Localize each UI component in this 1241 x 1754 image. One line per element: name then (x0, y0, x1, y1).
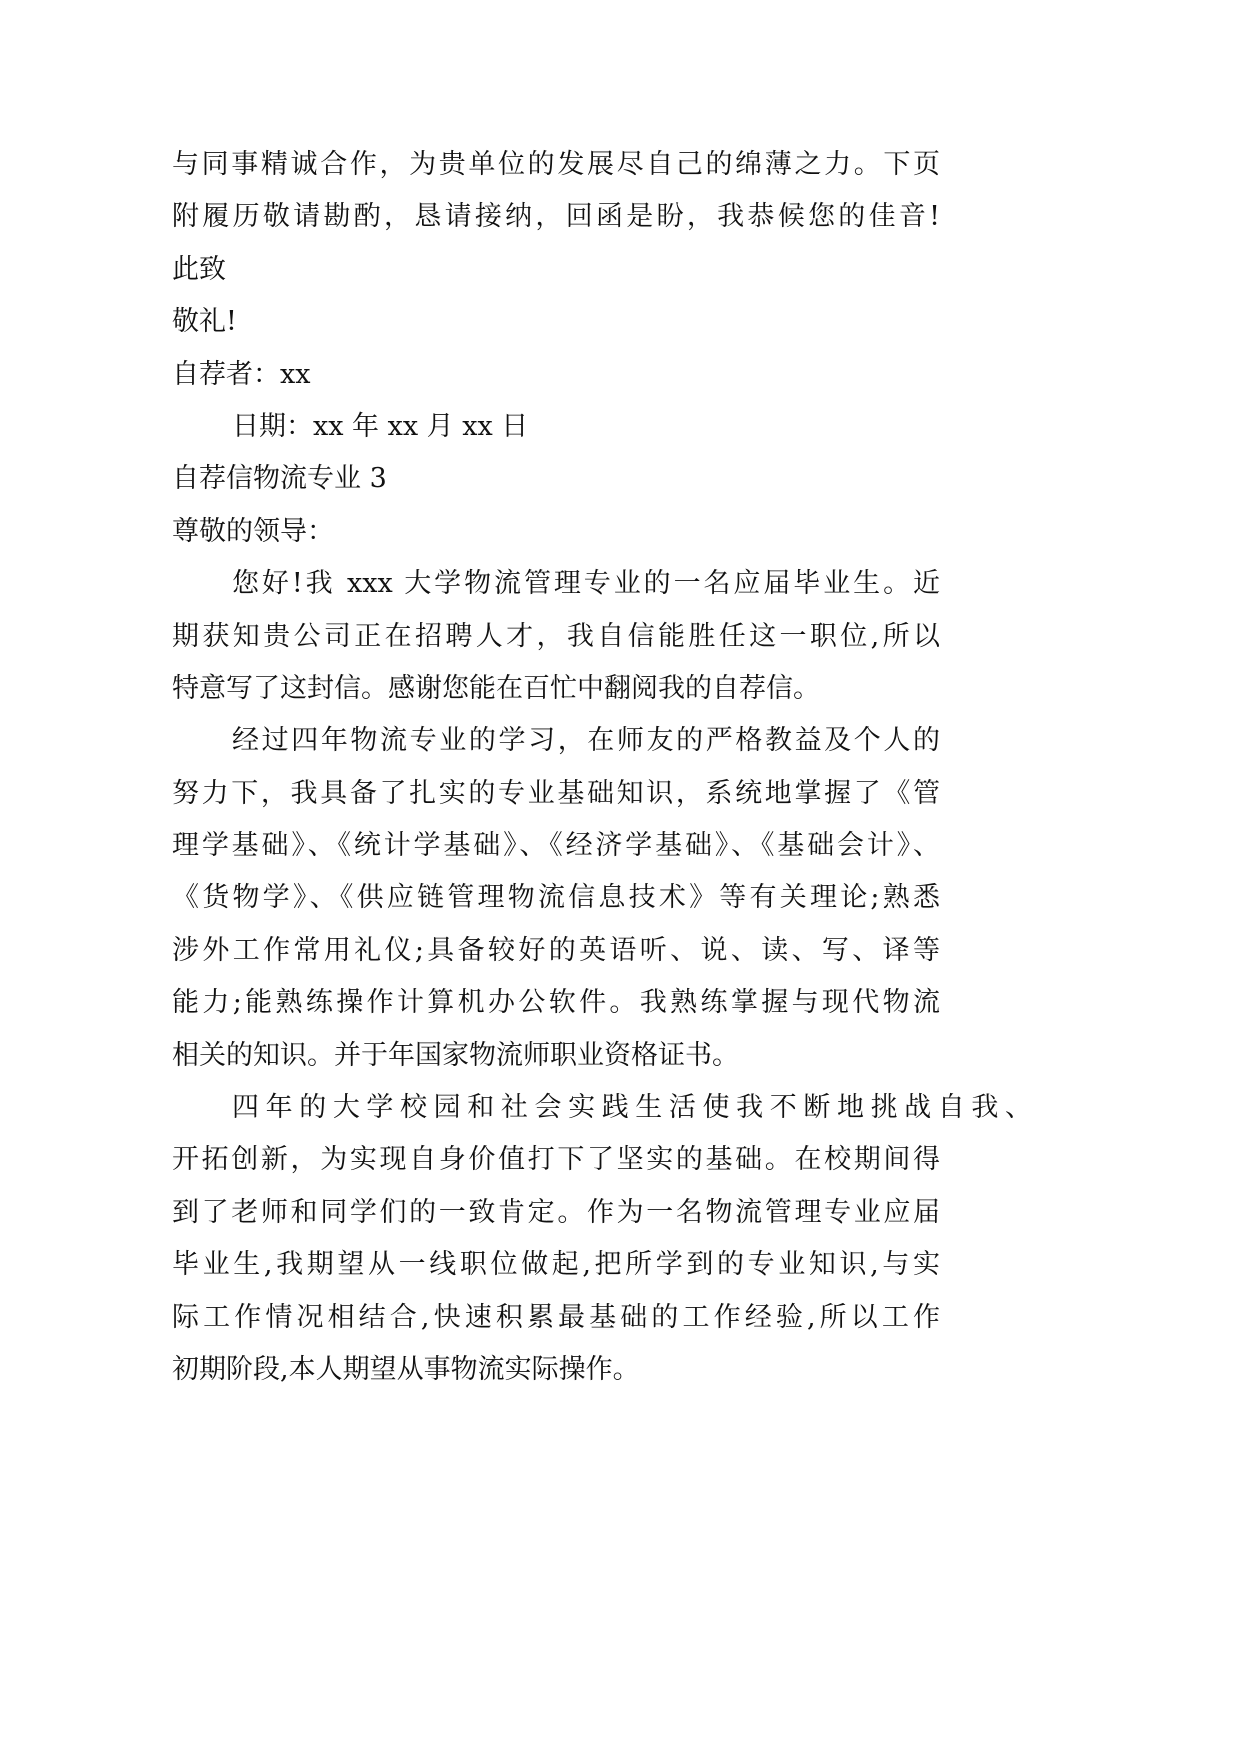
paragraph-line: 相关的知识。并于年国家物流师职业资格证书。 (172, 1039, 739, 1071)
paragraph-line: 到了老师和同学们的一致肯定。作为一名物流管理专业应届 (172, 1196, 940, 1228)
closing-regards: 敬礼! (172, 306, 237, 338)
paragraph-line: 涉外工作常用礼仪;具备较好的英语听、说、读、写、译等 (172, 934, 940, 966)
closing-salutation: 此致 (172, 253, 226, 285)
signature-date: 日期：xx 年 xx 月 xx 日 (232, 410, 529, 442)
section-title: 自荐信物流专业 3 (172, 463, 387, 495)
paragraph-line: 努力下，我具备了扎实的专业基础知识，系统地掌握了《管 (172, 777, 940, 809)
paragraph-line: 特意写了这封信。感谢您能在百忙中翻阅我的自荐信。 (172, 672, 820, 704)
paragraph-line: 您好!我 xxx 大学物流管理专业的一名应届毕业生。近 (232, 568, 940, 600)
paragraph-line: 经过四年物流专业的学习，在师友的严格教益及个人的 (232, 725, 940, 757)
paragraph-line: 毕业生,我期望从一线职位做起,把所学到的专业知识,与实 (172, 1249, 940, 1281)
greeting: 尊敬的领导： (172, 515, 334, 547)
paragraph-line: 际工作情况相结合,快速积累最基础的工作经验,所以工作 (172, 1301, 940, 1333)
signature-name: 自荐者：xx (172, 358, 311, 390)
paragraph-line: 开拓创新，为实现自身价值打下了坚实的基础。在校期间得 (172, 1144, 940, 1176)
body-line: 与同事精诚合作，为贵单位的发展尽自己的绵薄之力。下页 (172, 149, 940, 180)
paragraph-line: 期获知贵公司正在招聘人才，我自信能胜任这一职位,所以 (172, 620, 940, 652)
paragraph-line: 理学基础》、《统计学基础》、《经济学基础》、《基础会计》、 (172, 830, 940, 862)
paragraph-line: 能力;能熟练操作计算机办公软件。我熟练掌握与现代物流 (172, 987, 940, 1019)
paragraph-line: 《货物学》、《供应链管理物流信息技术》等有关理论;熟悉 (172, 882, 940, 914)
paragraph-line: 初期阶段,本人期望从事物流实际操作。 (172, 1353, 640, 1385)
paragraph-line: 四年的大学校园和社会实践生活使我不断地挑战自我、 (232, 1092, 1032, 1124)
document-page (172, 139, 1032, 1396)
body-line: 附履历敬请勘酌，恳请接纳，回函是盼，我恭候您的佳音! (172, 201, 940, 233)
